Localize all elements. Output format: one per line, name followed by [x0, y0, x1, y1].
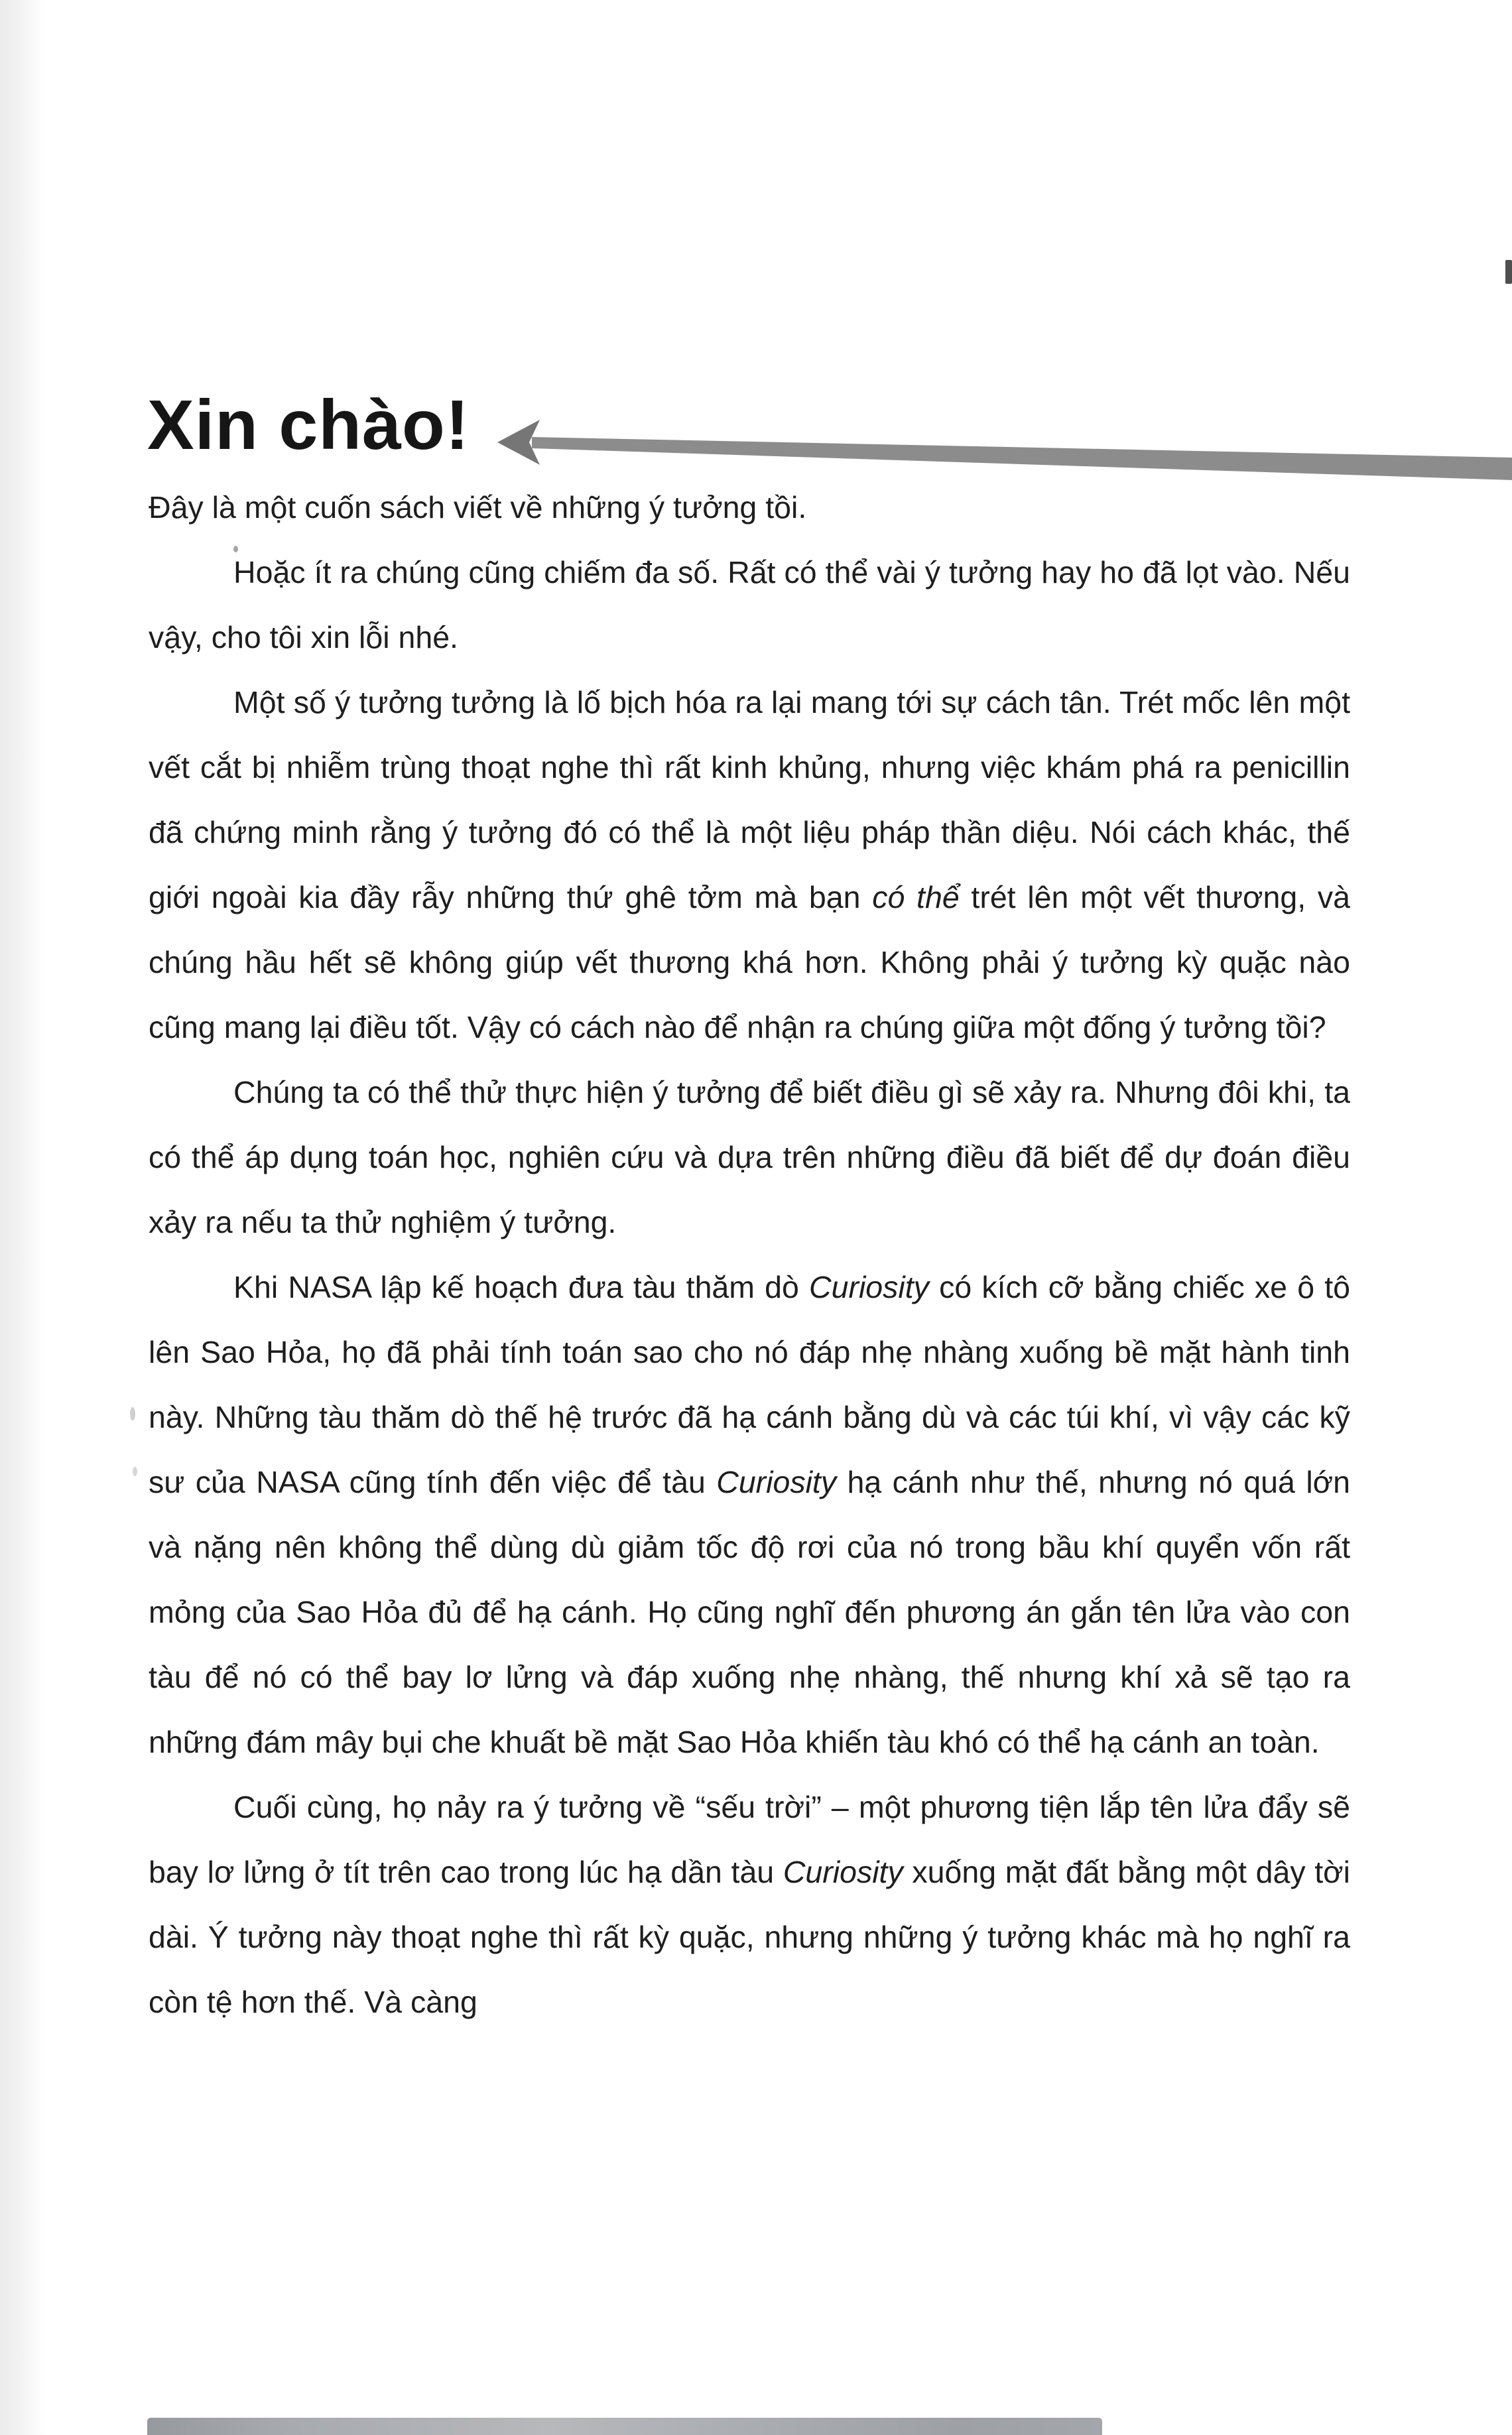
- scan-artifact-bar: [147, 2418, 1102, 2435]
- italic-text-segment: Curiosity: [809, 1270, 929, 1304]
- paragraph: [149, 475, 1350, 540]
- text-segment: Đây là một cuốn sách viết về những ý tưởng tồi.: [149, 490, 807, 525]
- scan-speck: [133, 1467, 137, 1476]
- text-segment: trét lên một vết thương, và chúng hầu hết sẽ không giúp vết thương khá hơn. Không phải ý tưởng kỳ quặc nào cũng mang lại điều tốt. Vậy có cách nào để nhận ra chúng giữa một đống ý tưởng tồi?: [149, 880, 1350, 1044]
- text-segment: Chúng ta có thể thử thực hiện ý tưởng để biết điều gì sẽ xảy ra. Nhưng đôi khi, ta có thể áp dụng toán học, nghiên cứu và dựa trên những điều đã biết để dự đoán điều xảy ra nếu ta thử nghiệm ý tưởng.: [149, 1075, 1350, 1239]
- scan-edge-tick: [1505, 260, 1512, 284]
- text-segment: Hoặc ít ra chúng cũng chiếm đa số. Rất có thể vài ý tưởng hay ho đã lọt vào. Nếu vậy, cho tôi xin lỗi nhé.: [149, 555, 1350, 655]
- italic-text-segment: có thể: [872, 880, 960, 914]
- paragraph: [149, 1775, 1350, 2034]
- paragraph: [149, 1255, 1350, 1775]
- text-segment: hạ cánh như thế, nhưng nó quá lớn và nặng nên không thể dùng dù giảm tốc độ rơi của nó trong bầu khí quyển vốn rất mỏng của Sao Hỏa đủ để hạ cánh. Họ cũng nghĩ đến phương án gắn tên lửa vào con tàu để nó có thể bay lơ lửng và đáp xuống nhẹ nhàng, thế nhưng khí xả sẽ tạo ra những đám mây bụi che khuất bề mặt Sao Hỏa khiến tàu khó có thể hạ cánh an toàn.: [149, 1465, 1351, 1759]
- text-segment: xuống mặt đất bằng một dây tời dài. Ý tưởng này thoạt nghe thì rất kỳ quặc, nhưng những ý tưởng khác mà họ nghĩ ra còn tệ hơn thế. Và càng: [149, 1855, 1350, 2019]
- chapter-title: Xin chào!: [147, 386, 470, 464]
- paragraph: [149, 670, 1350, 1060]
- text-segment: Khi NASA lập kế hoạch đưa tàu thăm dò: [233, 1270, 810, 1304]
- italic-text-segment: Curiosity: [783, 1855, 903, 1889]
- page-binding-shadow: [0, 0, 46, 2435]
- scan-speck: [233, 546, 238, 552]
- paragraph: [149, 1060, 1350, 1255]
- text-segment: có kích cỡ bằng chiếc xe ô tô lên Sao Hỏa, họ đã phải tính toán sao cho nó đáp nhẹ nhàng xuống bề mặt hành tinh này. Những tàu thăm dò thế hệ trước đã hạ cánh bằng dù và các túi khí, vì vậy các kỹ sư của NASA cũng tính đến việc để tàu: [149, 1270, 1350, 1499]
- italic-text-segment: Curiosity: [716, 1465, 837, 1499]
- body-text: [149, 475, 1350, 2034]
- scan-speck: [130, 1407, 135, 1420]
- paragraph: [149, 540, 1350, 670]
- text-segment: Một số ý tưởng tưởng là lố bịch hóa ra lại mang tới sự cách tân. Trét mốc lên một vết cắt bị nhiễm trùng thoạt nghe thì rất kinh khủng, nhưng việc khám phá ra penicillin đã chứng minh rằng ý tưởng đó có thể là một liệu pháp thần diệu. Nói cách khác, thế giới ngoài kia đầy rẫy những thứ ghê tởm mà bạn: [149, 685, 1350, 914]
- text-segment: Cuối cùng, họ nảy ra ý tưởng về “sếu trời” – một phương tiện lắp tên lửa đẩy sẽ bay lơ lửng ở tít trên cao trong lúc hạ dần tàu: [149, 1790, 1350, 1889]
